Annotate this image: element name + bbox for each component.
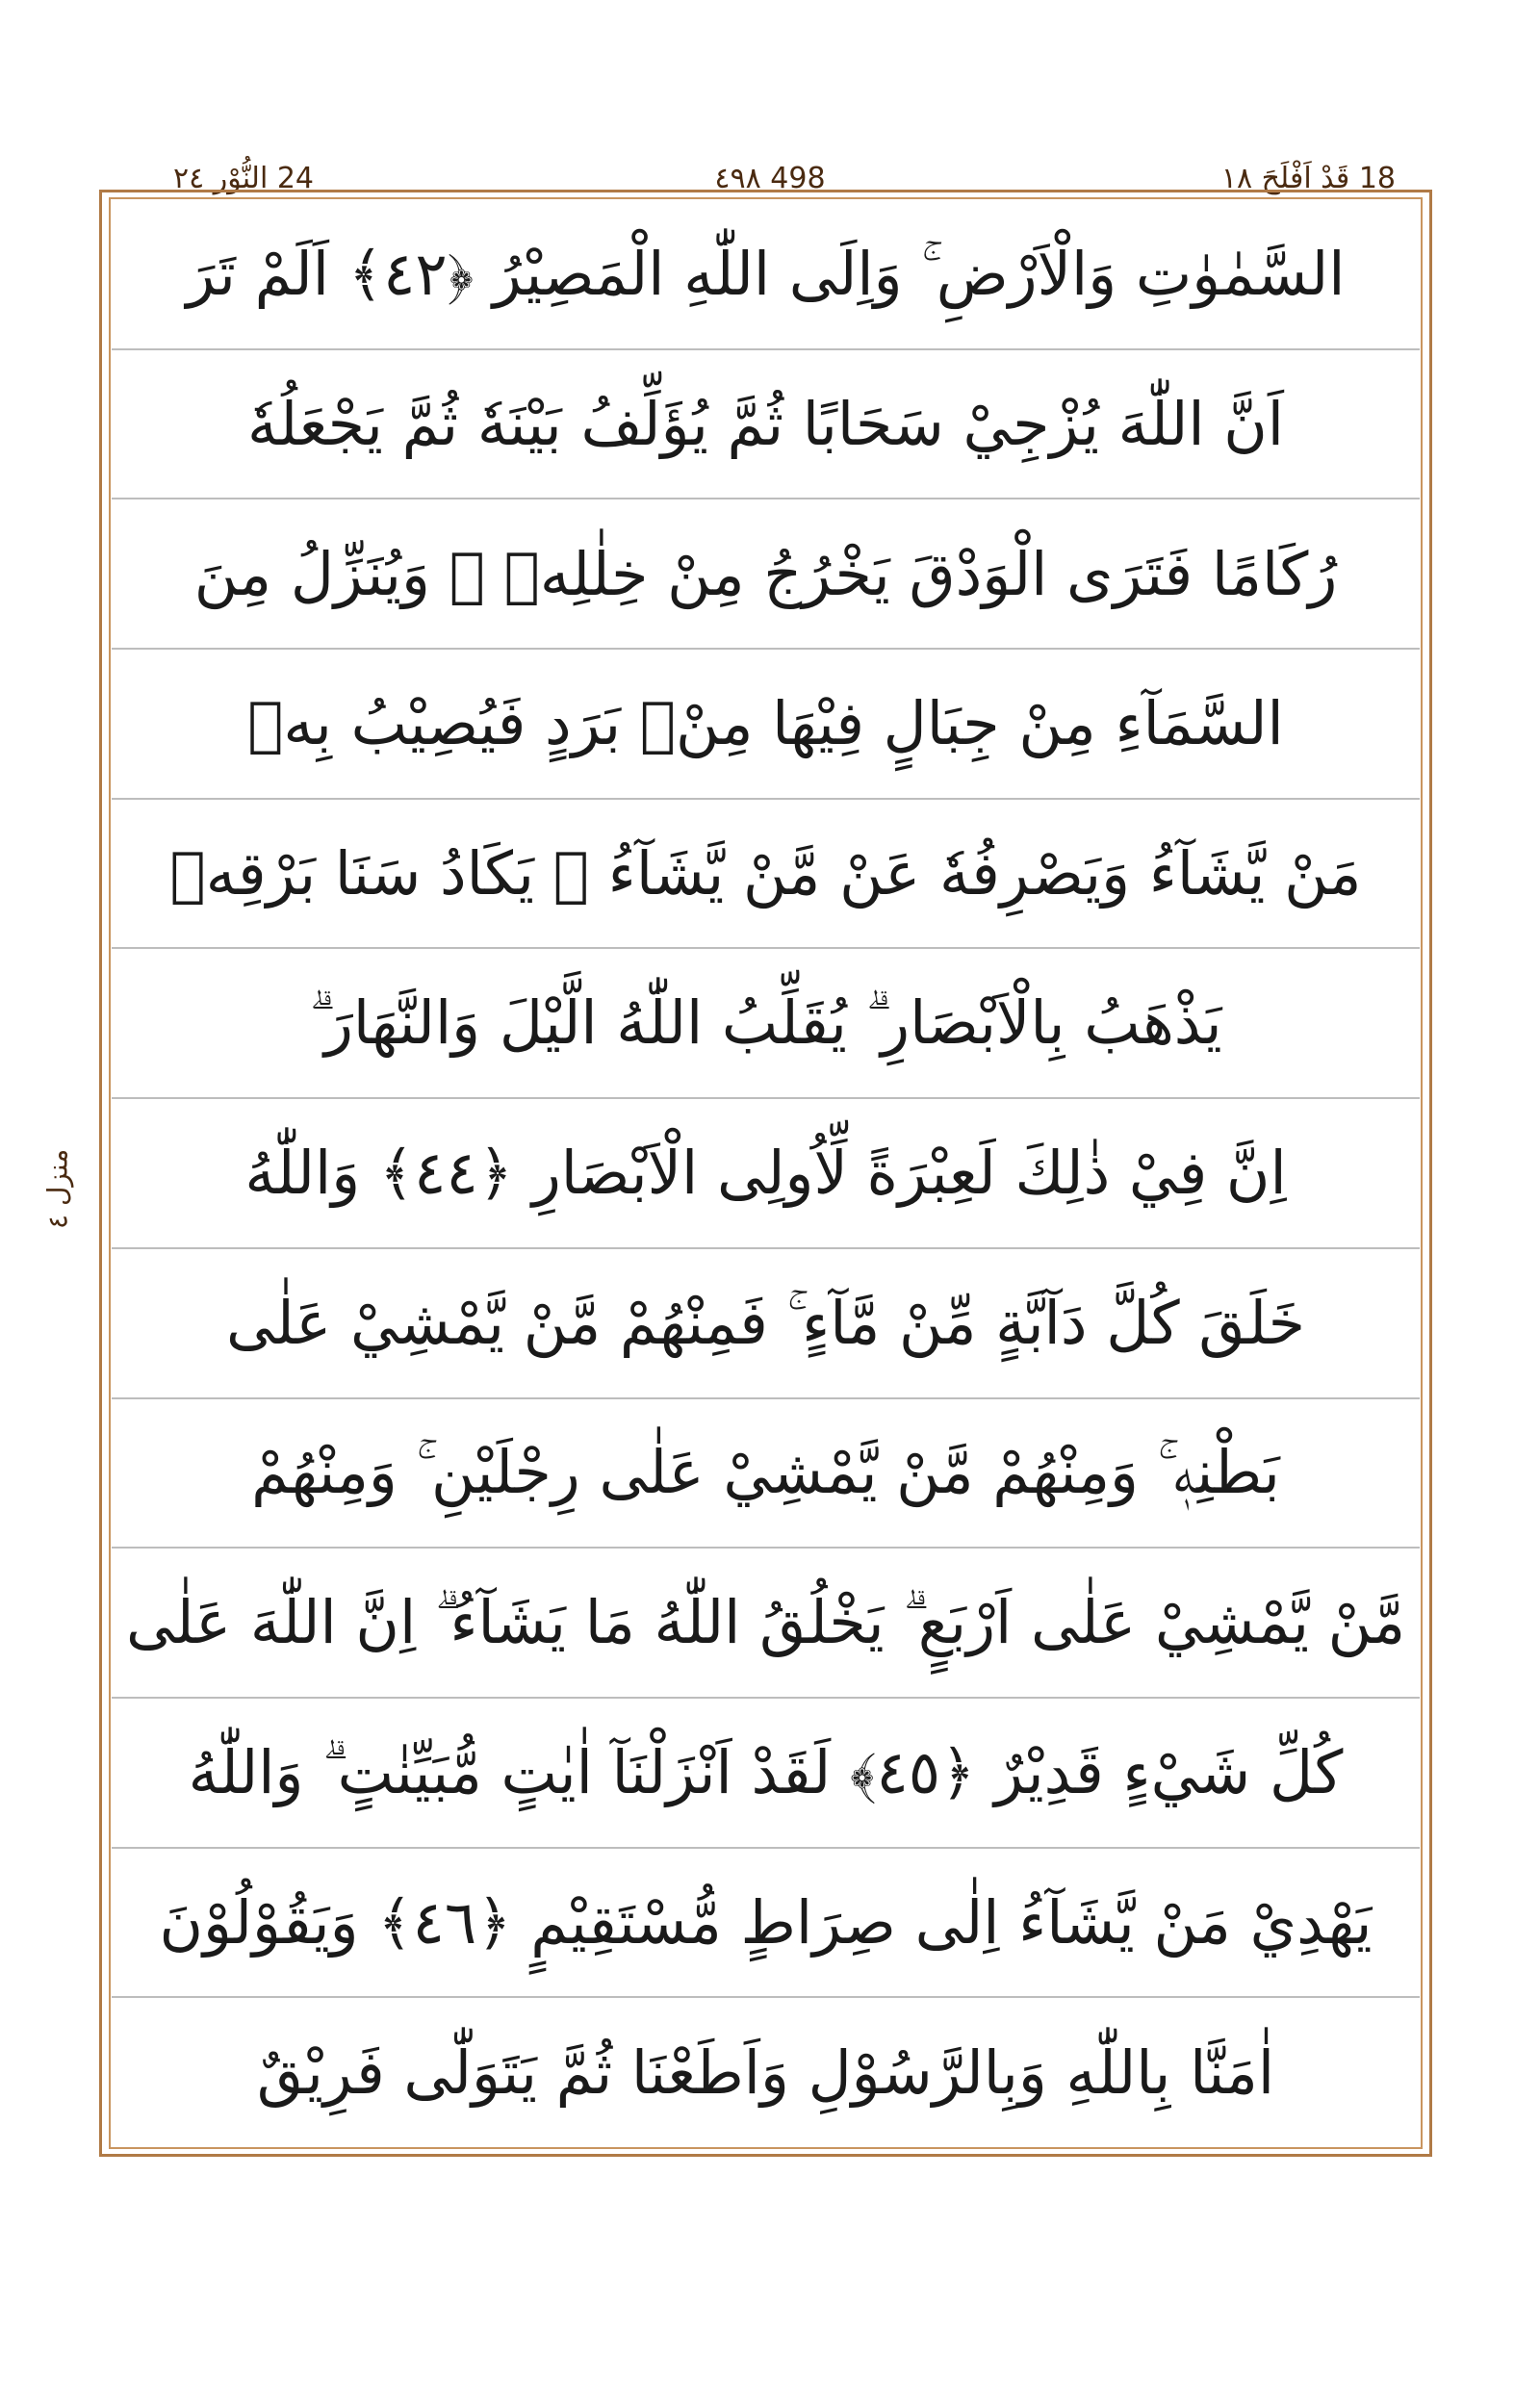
text-line: السَّمٰوٰتِ وَالْاَرْضِ ۚ وَاِلَى اللّٰهِ الْمَصِيْرُ ﴿٤٢﴾ اَلَمْ تَرَ (112, 200, 1420, 350)
juz-name: 18 قَدْ اَفْلَحَ ١٨ (1220, 162, 1396, 195)
text-line: كُلِّ شَيْءٍ قَدِيْرٌ ﴿٤٥﴾ لَقَدْ اَنْزَلْنَآ اٰيٰتٍ مُّبَيِّنٰتٍ ۗ وَاللّٰهُ (112, 1699, 1420, 1849)
text-line: مَّنْ يَّمْشِيْ عَلٰى اَرْبَعٍ ۗ يَخْلُقُ اللّٰهُ مَا يَشَآءُ ۗ اِنَّ اللّٰهَ عَلٰى (112, 1549, 1420, 1699)
text-line: السَّمَآءِ مِنْ جِبَالٍ فِيْهَا مِنْۢ بَرَدٍ فَيُصِيْبُ بِهٖ (112, 650, 1420, 800)
text-line: بَطْنِهٖ ۚ وَمِنْهُمْ مَّنْ يَّمْشِيْ عَلٰى رِجْلَيْنِ ۚ وَمِنْهُمْ (112, 1399, 1420, 1549)
text-line: اِنَّ فِيْ ذٰلِكَ لَعِبْرَةً لِّاُولِى الْاَبْصَارِ ﴿٤٤﴾ وَاللّٰهُ (112, 1099, 1420, 1249)
text-line: خَلَقَ كُلَّ دَآبَّةٍ مِّنْ مَّآءٍ ۚ فَمِنْهُمْ مَّنْ يَّمْشِيْ عَلٰى (112, 1249, 1420, 1399)
text-line: يَذْهَبُ بِالْاَبْصَارِ ۗ يُقَلِّبُ اللّٰهُ الَّيْلَ وَالنَّهَارَ ۗ (112, 949, 1420, 1099)
page-number: ٤٩٨ 498 (714, 162, 826, 195)
text-line: اٰمَنَّا بِاللّٰهِ وَبِالرَّسُوْلِ وَاَطَعْنَا ثُمَّ يَتَوَلّٰى فَرِيْقٌ (256, 2036, 1275, 2108)
surah-name: 24 النُّوْر ٢٤ (173, 162, 315, 195)
text-line: رُكَامًا فَتَرَى الْوَدْقَ يَخْرُجُ مِنْ خِلٰلِهٖ ۚ وَيُنَزِّلُ مِنَ (112, 499, 1420, 650)
text-line: اَنَّ اللّٰهَ يُزْجِيْ سَحَابًا ثُمَّ يُؤَلِّفُ بَيْنَهٗ ثُمَّ يَجْعَلُهٗ (112, 350, 1420, 500)
text-line: يَهْدِيْ مَنْ يَّشَآءُ اِلٰى صِرَاطٍ مُّسْتَقِيْمٍ ﴿٤٦﴾ وَيَقُوْلُوْنَ (112, 1849, 1420, 1999)
manzil-label: منزل ٤ (41, 1148, 74, 1229)
text-line: مَنْ يَّشَآءُ وَيَصْرِفُهٗ عَنْ مَّنْ يَّشَآءُ ۗ يَكَادُ سَنَا بَرْقِهٖ (112, 800, 1420, 950)
quran-text-block (112, 200, 1420, 2146)
